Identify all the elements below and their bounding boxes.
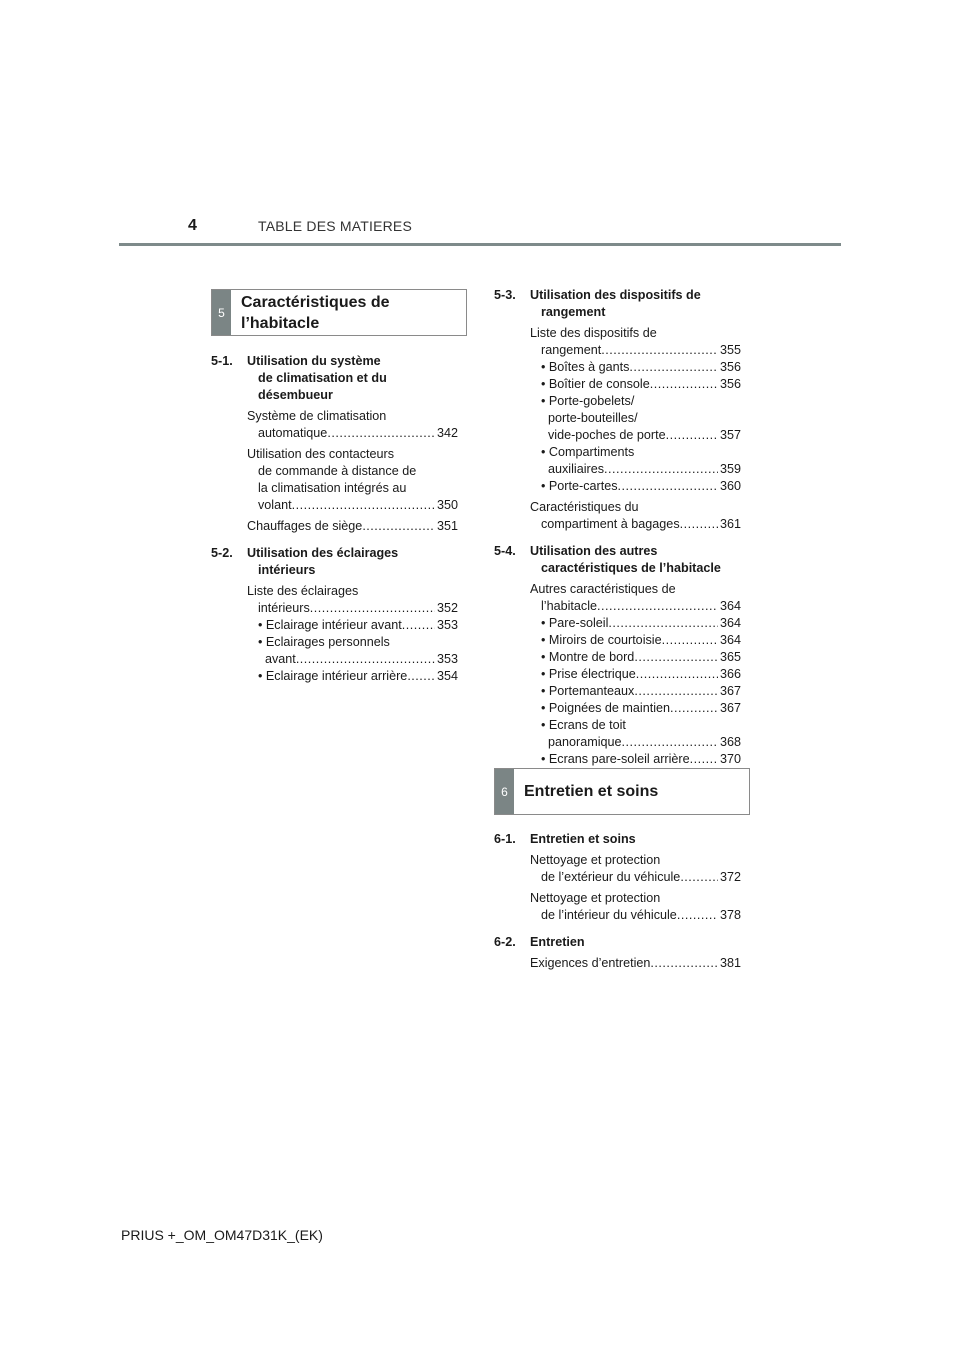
toc-entry-text: compartiment à bagages [541,517,680,531]
subsection-title [530,287,701,321]
page-number: 4 [188,217,197,234]
toc-entry-line [530,852,741,869]
toc-page-number: 356 [719,360,741,374]
toc-entry-line-with-page [530,598,741,615]
toc-entry-line [247,463,458,480]
toc-entry [211,583,458,685]
toc-entry [211,446,458,514]
toc-entry [211,408,458,442]
toc-entry-text: intérieurs [258,601,310,615]
dot-leader [402,617,435,634]
toc-entry-text: Système de climatisation [247,409,387,423]
dot-leader [622,734,718,751]
toc-page-number: 353 [436,618,458,632]
toc-entry-line-with-page [247,518,458,535]
toc-column-left [211,353,458,689]
toc-entry-text: Liste des éclairages [247,584,359,598]
toc-entry-line-with-page [530,869,741,886]
toc-entry-text: avant [265,652,296,666]
document-code: PRIUS +_OM_OM47D31K_(EK) [121,1227,323,1243]
dot-leader [670,700,718,717]
toc-entry-text: auxiliaires [548,462,604,476]
dot-leader [407,668,435,685]
toc-entry-text: Nettoyage et protection [530,891,661,905]
dot-leader [680,516,718,533]
toc-entry-line-with-page [530,427,741,444]
toc-entry-line [247,634,458,651]
toc-page-number: 353 [436,652,458,666]
toc-page-number: 361 [719,517,741,531]
toc-entry-text: Autres caractéristiques de [530,582,676,596]
section-5-heading [211,289,467,336]
subsection-number: 6-2. [494,935,516,949]
toc-entry-line [530,499,741,516]
toc-page-number: 354 [436,669,458,683]
section-5-tab: 5 [212,290,231,335]
toc-entry-line-with-page [530,478,741,495]
subsection-heading [494,543,741,577]
dot-leader [292,497,435,514]
toc-entry-text: • Pare-soleil [541,616,609,630]
toc-entry-text: • Poignées de maintien [541,701,671,715]
toc-entry-text: • Portemanteaux [541,684,635,698]
toc-entry-line-with-page [530,683,741,700]
toc-page-number: 351 [436,519,458,533]
toc-entry-line-with-page [530,751,741,768]
toc-entry-text: • Eclairages personnels [258,635,390,649]
toc-entry-line-with-page [530,516,741,533]
toc-entry-line [530,444,741,461]
toc-entry-line [530,581,741,598]
subsection-title-line: Utilisation des éclairages [247,546,399,560]
subsection-number: 5-3. [494,288,516,302]
toc-entry-line [247,583,458,600]
toc-entry-text: panoramique [548,735,622,749]
subsection-title-line: intérieurs [258,563,316,577]
toc-page-number: 368 [719,735,741,749]
toc-entry [494,955,741,972]
subsection-title [247,545,398,579]
dot-leader [680,869,718,886]
toc-entry-line [530,410,741,427]
toc-entry-text: vide-poches de porte [548,428,666,442]
toc-page-number: 370 [719,752,741,766]
dot-leader [634,649,718,666]
toc-entry-line [247,446,458,463]
toc-page-number: 359 [719,462,741,476]
toc-entry-text: • Eclairage intérieur arrière [258,669,408,683]
toc-entry-text: de l’intérieur du véhicule [541,908,677,922]
toc-page-number: 364 [719,633,741,647]
toc-entry-line [530,890,741,907]
dot-leader [604,461,718,478]
toc-column-right-bottom [494,831,741,976]
toc-page-number: 357 [719,428,741,442]
subsection-title-line: Utilisation des dispositifs de [530,288,701,302]
toc-page-number: 360 [719,479,741,493]
dot-leader [650,376,718,393]
dot-leader [690,751,718,768]
toc-entry-text: • Montre de bord [541,650,635,664]
toc-entry-line-with-page [247,425,458,442]
toc-entry-line-with-page [530,649,741,666]
toc-entry-line-with-page [530,666,741,683]
subsection-title-line: rangement [541,305,606,319]
toc-entry-line-with-page [530,734,741,751]
subsection-title-line: Entretien et soins [530,832,636,846]
toc-entry-text: • Miroirs de courtoisie [541,633,662,647]
section-6-title: Entretien et soins [524,783,659,800]
toc-page-number: 364 [719,599,741,613]
subsection-title [530,543,721,577]
toc-entry-text: • Boîtier de console [541,377,650,391]
dot-leader [608,615,718,632]
toc-entry-text: • Ecrans de toit [541,718,626,732]
toc-entry-line [247,480,458,497]
toc-entry [211,518,458,535]
subsection-number: 6-1. [494,832,516,846]
subsection-heading [211,545,458,579]
toc-entry-text: Utilisation des contacteurs [247,447,394,461]
toc-page-number: 352 [436,601,458,615]
toc-entry-line-with-page [530,632,741,649]
dot-leader [597,598,718,615]
toc-column-right-top [494,287,741,772]
toc-entry-line [247,408,458,425]
toc-entry [494,325,741,495]
toc-entry-line [530,325,741,342]
subsection-heading [494,831,741,848]
toc-entry [494,890,741,924]
toc-entry-text: de l’extérieur du véhicule [541,870,681,884]
dot-leader [677,907,718,924]
section-6-heading [494,768,750,815]
dot-leader [601,342,718,359]
toc-entry [494,852,741,886]
toc-entry-line-with-page [247,668,458,685]
toc-entry-line [530,393,741,410]
toc-entry-text: Chauffages de siège [247,519,363,533]
dot-leader [296,651,435,668]
subsection-title-line: Entretien [530,935,585,949]
toc-entry-line-with-page [530,615,741,632]
toc-entry-text: porte-bouteilles/ [548,411,638,425]
toc-page-number: 365 [719,650,741,664]
toc-entry-text: • Compartiments [541,445,635,459]
toc-entry-text: volant [258,498,292,512]
subsection-number: 5-4. [494,544,516,558]
dot-leader [310,600,435,617]
dot-leader [666,427,718,444]
subsection-number: 5-1. [211,354,233,368]
subsection-number: 5-2. [211,546,233,560]
toc-entry-text: la climatisation intégrés au [258,481,407,495]
toc-page-number: 342 [436,426,458,440]
toc-entry-text: • Porte-cartes [541,479,618,493]
dot-leader [662,632,718,649]
subsection-title [530,934,585,951]
toc-entry-line [530,717,741,734]
toc-entry-text: • Eclairage intérieur avant [258,618,402,632]
subsection-title-line: désembueur [258,388,333,402]
subsection-title-line: caractéristiques de l’habitacle [541,561,721,575]
toc-page-number: 372 [719,870,741,884]
subsection-title [247,353,387,404]
toc-entry-text: rangement [541,343,602,357]
header-divider [119,243,841,246]
header-title: TABLE DES MATIERES [258,218,413,234]
toc-entry-line-with-page [530,359,741,376]
subsection-title [530,831,636,848]
toc-page-number: 364 [719,616,741,630]
toc-entry-line-with-page [530,342,741,359]
toc-entry-line-with-page [247,651,458,668]
toc-page-number: 350 [436,498,458,512]
subsection-heading [494,287,741,321]
toc-entry-line-with-page [530,907,741,924]
toc-page-number: 356 [719,377,741,391]
subsection-title-line: Utilisation du système [247,354,381,368]
toc-entry-text: automatique [258,426,328,440]
subsection-heading [494,934,741,951]
dot-leader [636,666,718,683]
toc-page-number: 355 [719,343,741,357]
toc-entry [494,499,741,533]
toc-entry-line-with-page [530,955,741,972]
toc-entry-line-with-page [530,700,741,717]
toc-entry-text: Nettoyage et protection [530,853,661,867]
dot-leader [362,518,435,535]
toc-page-number: 378 [719,908,741,922]
toc-entry-line-with-page [247,600,458,617]
subsection-title-line: de climatisation et du [258,371,387,385]
toc-page-number: 367 [719,701,741,715]
dot-leader [327,425,435,442]
toc-entry-line-with-page [247,617,458,634]
toc-entry-text: l’habitacle [541,599,598,613]
dot-leader [650,955,718,972]
toc-page-number: 381 [719,956,741,970]
toc-entry [494,581,741,768]
toc-page-number: 366 [719,667,741,681]
toc-entry-line-with-page [530,461,741,478]
subsection-title-line: Utilisation des autres [530,544,658,558]
toc-entry-text: • Prise électrique [541,667,636,681]
toc-entry-line-with-page [530,376,741,393]
dot-leader [629,359,718,376]
toc-entry-text: Liste des dispositifs de [530,326,657,340]
toc-entry-text: • Ecrans pare-soleil arrière [541,752,690,766]
toc-entry-text: • Porte-gobelets/ [541,394,635,408]
section-6-tab: 6 [495,769,514,814]
toc-entry-text: Caractéristiques du [530,500,639,514]
toc-entry-text: Exigences d’entretien [530,956,651,970]
subsection-heading [211,353,458,404]
dot-leader [618,478,718,495]
section-5-title: Caractéristiques de l’habitacle [241,293,390,332]
toc-entry-text: de commande à distance de [258,464,417,478]
toc-entry-line-with-page [247,497,458,514]
toc-page-number: 367 [719,684,741,698]
toc-entry-text: • Boîtes à gants [541,360,630,374]
dot-leader [634,683,718,700]
